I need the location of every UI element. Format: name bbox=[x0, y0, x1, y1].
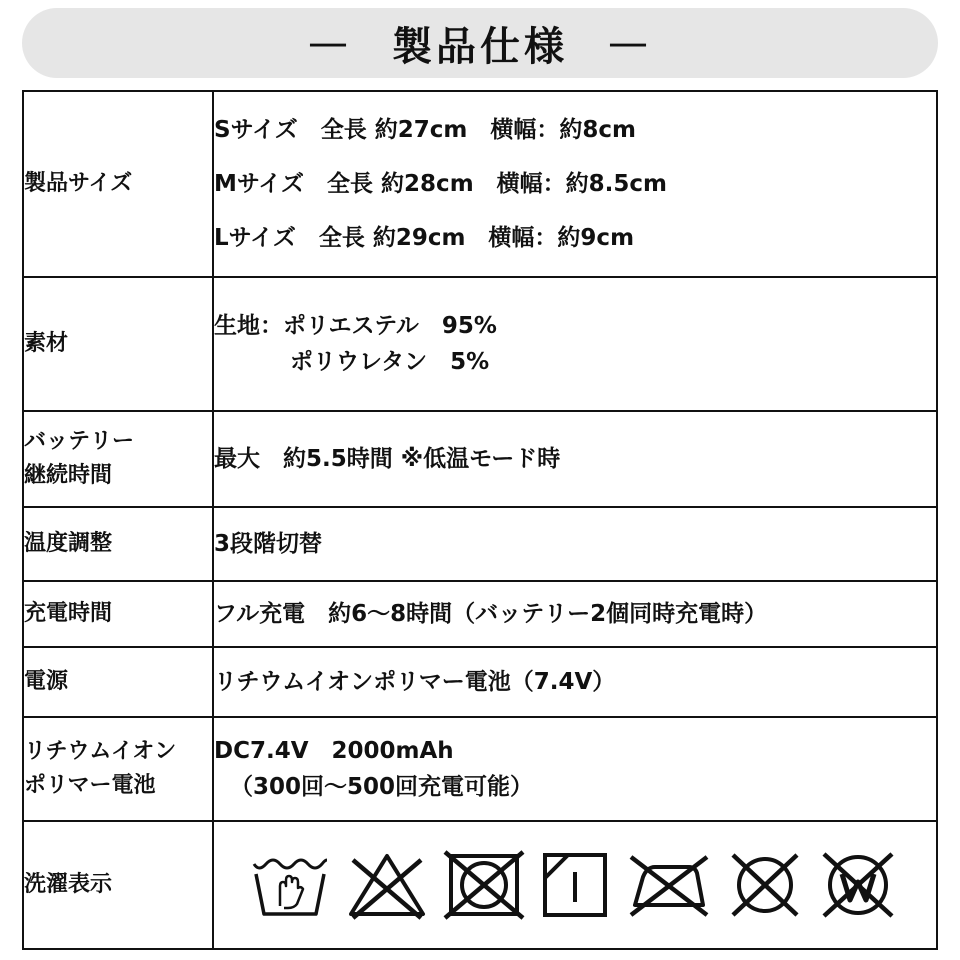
line-dry-icon bbox=[540, 850, 610, 920]
row-battery-time bbox=[23, 411, 937, 507]
value-material bbox=[213, 277, 937, 411]
no-iron-icon bbox=[625, 849, 713, 921]
value-battery-time: 最大 約5.5時間 ※低温モード時 bbox=[213, 411, 937, 507]
battery-spec-line-2: （300回〜500回充電可能） bbox=[230, 774, 534, 800]
label-size: 製品サイズ bbox=[23, 91, 213, 277]
label-temperature: 温度調整 bbox=[23, 507, 213, 581]
size-l: Lサイズ 全長 約29cm 横幅：約9cm bbox=[214, 225, 635, 251]
row-material bbox=[23, 277, 937, 411]
value-power: リチウムイオンポリマー電池（7.4V） bbox=[213, 647, 937, 717]
material-line-2: ポリウレタン 5% bbox=[290, 349, 490, 375]
size-s: Sサイズ 全長 約27cm 横幅：約8cm bbox=[214, 117, 636, 143]
value-charge-time: フル充電 約6〜8時間（バッテリー2個同時充電時） bbox=[213, 581, 937, 647]
row-charge-time bbox=[23, 581, 937, 647]
label-power: 電源 bbox=[23, 647, 213, 717]
value-care bbox=[213, 821, 937, 949]
label-charge-time: 充電時間 bbox=[23, 581, 213, 647]
material-line-1: 生地：ポリエステル 95% bbox=[214, 313, 497, 339]
label-care: 洗濯表示 bbox=[23, 821, 213, 949]
no-tumble-dry-icon bbox=[443, 848, 525, 922]
page-title: 製品仕様 bbox=[392, 23, 568, 70]
care-symbols bbox=[214, 848, 936, 922]
row-battery-spec bbox=[23, 717, 937, 821]
label-battery-spec-1: リチウムイオン bbox=[24, 739, 177, 764]
label-battery-spec bbox=[23, 717, 213, 821]
label-battery-spec-2: ポリマー電池 bbox=[24, 773, 156, 798]
battery-spec-line-1: DC7.4V 2000mAh bbox=[214, 738, 454, 764]
hand-wash-icon bbox=[250, 850, 330, 920]
no-wet-clean-icon bbox=[818, 848, 898, 922]
label-battery-time-2: 継続時間 bbox=[24, 463, 113, 488]
value-battery-spec bbox=[213, 717, 937, 821]
spec-table bbox=[22, 90, 938, 950]
size-m: Mサイズ 全長 約28cm 横幅：約8.5cm bbox=[214, 171, 668, 197]
row-size bbox=[23, 91, 937, 277]
value-size bbox=[213, 91, 937, 277]
value-temperature: 3段階切替 bbox=[213, 507, 937, 581]
no-dry-clean-icon bbox=[727, 849, 803, 921]
label-battery-time-1: バッテリー bbox=[24, 429, 135, 454]
label-material: 素材 bbox=[23, 277, 213, 411]
title-dash-left: — bbox=[308, 20, 352, 66]
label-battery-time bbox=[23, 411, 213, 507]
title-dash-right: — bbox=[608, 20, 652, 66]
title-banner bbox=[22, 8, 938, 78]
row-temperature bbox=[23, 507, 937, 581]
row-power bbox=[23, 647, 937, 717]
no-bleach-icon bbox=[345, 848, 429, 922]
row-care bbox=[23, 821, 937, 949]
